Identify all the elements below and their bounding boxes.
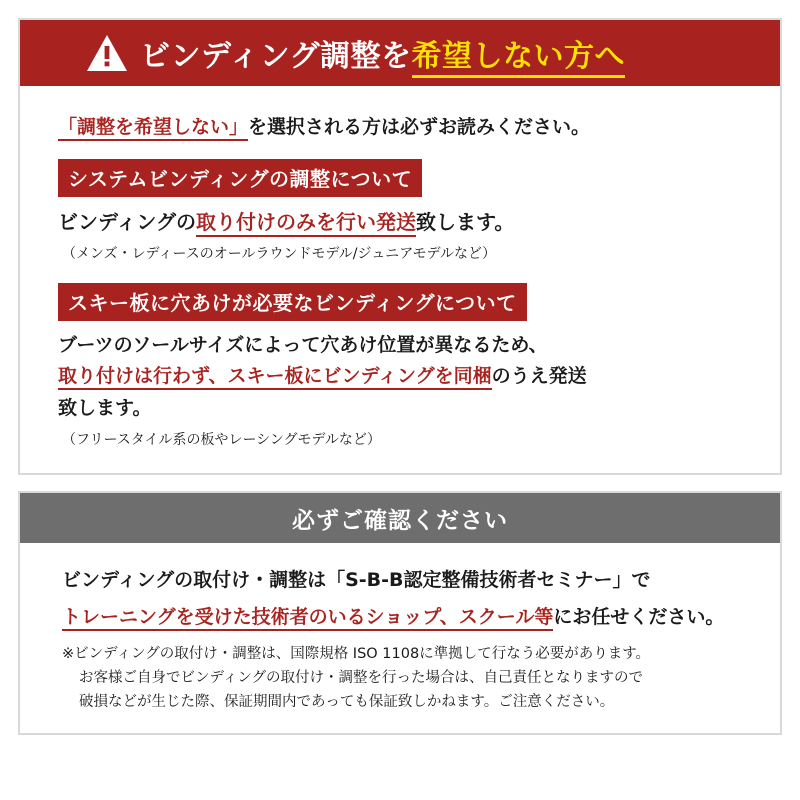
binding-adjustment-panel — [18, 18, 782, 475]
fine-print-line-1: ※ビンディングの取付け・調整は、国際規格 ISO 1108に準拠して行なう必要があります。 — [62, 646, 651, 663]
section2-line3: 致します。 — [58, 396, 152, 419]
section2-line2-suffix: のうえ発送 — [491, 365, 587, 388]
section1-text — [58, 207, 754, 237]
confirmation-line2 — [62, 602, 754, 629]
section2-line2-underlined: 取り付けは行わず、スキー板にビンディングを同梱 — [58, 365, 492, 390]
section2-line1: ブーツのソールサイズによって穴あけ位置が異なるため、 — [58, 334, 548, 356]
panel-body — [20, 86, 780, 473]
panel-gray-header — [20, 493, 780, 543]
section1-note: （メンズ・レディースのオールラウンドモデル/ジュニアモデルなど） — [62, 246, 496, 262]
warning-triangle-icon — [86, 34, 128, 72]
section1-text-suffix: 致します。 — [416, 210, 515, 234]
section2-line2 — [58, 362, 754, 391]
lead-underlined: 「調整を希望しない」 — [58, 116, 248, 141]
panel-title-plain: ビンディング調整を — [140, 39, 412, 74]
section1-heading: システムビンディングの調整について — [58, 159, 422, 197]
panel-title-highlight: 希望しない方へ — [412, 39, 626, 78]
fine-print-line-2: お客様ご自身でビンディングの取付け・調整を行った場合は、自己責任となりますので — [79, 670, 644, 687]
confirmation-line2-underlined: トレーニングを受けた技術者のいるショップ、スクール等 — [62, 606, 553, 631]
fine-print-line-3: 破損などが生じた際、保証期間内であっても保証致しかねます。ご注意ください。 — [79, 694, 615, 711]
section1-text-underlined: 取り付けのみを行い発送 — [196, 210, 416, 237]
confirmation-panel — [18, 491, 782, 735]
lead-text — [58, 112, 754, 139]
panel-red-header — [20, 20, 780, 86]
confirmation-body — [20, 543, 780, 733]
section2-note: （フリースタイル系の板やレーシングモデルなど） — [62, 432, 381, 449]
lead-rest: を選択される方は必ずお読みください。 — [248, 116, 591, 138]
section2-heading: スキー板に穴あけが必要なビンディングについて — [58, 283, 527, 321]
confirmation-title: 必ずご確認ください — [292, 507, 508, 534]
section1-text-prefix: ビンディングの — [58, 210, 196, 234]
confirmation-line1: ビンディングの取付け・調整は「S-B-B認定整備技術者セミナー」で — [62, 569, 651, 592]
fine-print — [62, 643, 754, 715]
confirmation-line2-suffix: にお任せください。 — [553, 606, 725, 629]
panel-title — [140, 31, 625, 75]
